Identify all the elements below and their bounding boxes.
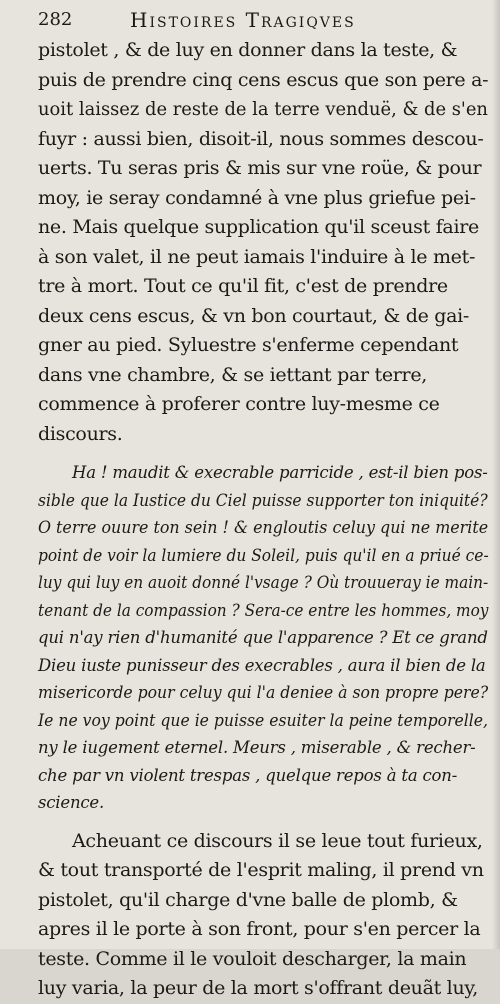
text-line: à son valet, il ne peut iamais l'induire à le met-: [38, 245, 476, 268]
text-line: apres il le porte à son front, pour s'en percer la: [38, 918, 481, 940]
text-line: misericorde pour celuy qui l'a deniee à son propre pere?: [38, 683, 489, 702]
text-line: che par vn violent trespas , quelque repos à ta con-: [38, 765, 458, 785]
text-line: ne. Mais quelque supplication qu'il sceust faire: [38, 216, 479, 238]
paragraph-gap: [38, 449, 488, 459]
page-number: 282: [38, 9, 73, 30]
running-header: [38, 4, 493, 32]
text-line: tenant de la compassion ? Sera-ce entre les hommes, moy: [38, 600, 489, 620]
text-line: Ie ne voy point que ie puisse esuiter la peine temporelle,: [38, 710, 489, 730]
monologue-paragraph: [38, 459, 488, 817]
running-title: Histoires Tragiqves: [130, 8, 356, 32]
text-line: Ha ! maudit & execrable parricide , est-il bien pos-: [72, 463, 488, 482]
text-line: fuyr : aussi bien, disoit-il, nous sommes descou-: [38, 127, 484, 150]
text-line: tre à mort. Tout ce qu'il fit, c'est de prendre: [38, 275, 448, 297]
narrative-paragraph: [38, 827, 488, 1004]
text-line: Acheuant ce discours il se leue tout furieux,: [72, 829, 483, 852]
text-line: uerts. Tu seras pris & mis sur vne roüe, & pour: [38, 157, 482, 179]
text-line: uoit laissez de reste de la terre venduë, & de s'en: [38, 98, 488, 120]
text-line: commence à proferer contre luy-mesme ce: [38, 393, 440, 415]
text-line: qui n'ay rien d'humanité que l'apparence ? Et ce grand: [38, 628, 488, 647]
text-line: ny le iugement eternel. Meurs , miserable , & recher-: [38, 738, 476, 757]
text-line: O terre ouure ton sein ! & engloutis celuy qui ne merite: [38, 518, 489, 537]
text-line: moy, ie seray condamné à vne plus griefue pei-: [38, 186, 476, 209]
text-line: puis de prendre cinq cens escus que son pere a-: [38, 68, 489, 91]
page-edge-shadow: [492, 0, 500, 949]
text-line: science.: [38, 793, 105, 812]
paragraph-gap: [38, 817, 488, 827]
body-text: [38, 36, 488, 1004]
narrative-paragraph: [38, 36, 488, 449]
text-line: discours.: [38, 422, 123, 445]
text-line: dans vne chambre, & se iettant par terre,: [38, 363, 428, 386]
text-line: luy varia, la peur de la mort s'offrant deuãt luy,: [38, 977, 479, 999]
text-line: luy qui luy en auoit donné l'vsage ? Où trouueray ie main-: [38, 573, 489, 592]
text-line: & tout transporté de l'esprit maling, il prend vn: [38, 859, 484, 881]
text-line: sible que la Iustice du Ciel puisse supporter ton iniquité?: [38, 490, 488, 510]
text-line: teste. Comme il le vouloit descharger, la main: [38, 947, 467, 970]
text-line: gner au pied. Syluestre s'enferme cependant: [38, 334, 459, 356]
text-line: point de voir la lumiere du Soleil, puis qu'il en a priué ce-: [38, 545, 489, 565]
text-line: deux cens escus, & vn bon courtaut, & de gai-: [38, 304, 470, 327]
text-line: pistolet, qu'il charge d'vne balle de plomb, &: [38, 888, 458, 911]
text-line: Dieu iuste punisseur des execrables , aura il bien de la: [38, 655, 486, 675]
text-line: pistolet , & de luy en donner dans la teste, &: [38, 39, 458, 61]
